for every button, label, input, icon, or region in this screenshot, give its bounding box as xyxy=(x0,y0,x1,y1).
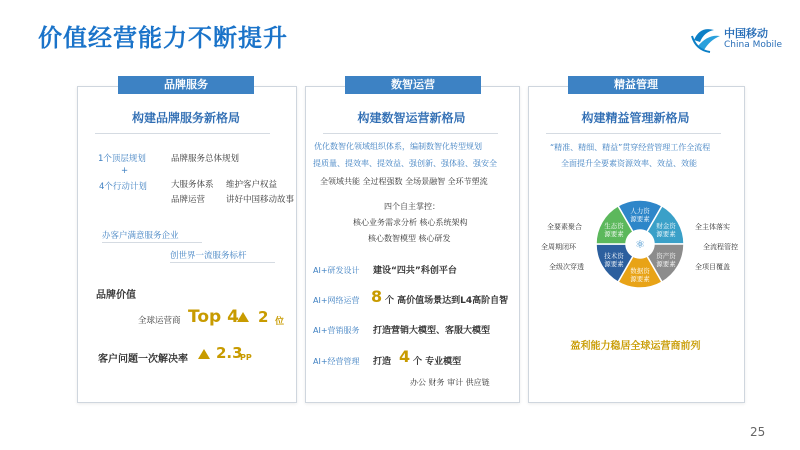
brand-heading: 构建品牌服务新格局 xyxy=(131,111,240,125)
ai-row-text: 打造 xyxy=(373,357,392,367)
wheel-segment-label: 源要素 xyxy=(656,260,676,268)
ai-row-label: AI+营销服务 xyxy=(313,326,360,335)
wheel-segment-label: 人力资 xyxy=(630,207,650,215)
up-arrow-icon xyxy=(237,312,249,322)
lean-footer: 盈利能力稳居全球运营商前列 xyxy=(570,341,701,352)
digital-line1: 优化数智化领域组织体系，编制数智化转型规划 xyxy=(314,142,482,151)
page-title: 价值经营能力不断提升 xyxy=(38,24,288,52)
lean-heading: 构建精益管理新格局 xyxy=(581,111,690,125)
divider xyxy=(323,133,498,134)
tab-brand-service: 品牌服务 xyxy=(118,76,254,94)
digital-line2: 提质量、提效率、提效益、强创新、强体验、强安全 xyxy=(313,159,497,168)
ai-row-number: 4 xyxy=(399,347,411,366)
divider xyxy=(170,262,275,263)
tell-story: 讲好中国移动故事 xyxy=(226,195,295,205)
plan-a: 1个顶层规划 xyxy=(98,154,146,164)
wheel-segment-label: 资产资 xyxy=(656,252,676,260)
divider xyxy=(95,133,270,134)
customer-rights: 维护客户权益 xyxy=(226,180,278,190)
ai-row-number: 8 xyxy=(371,287,383,306)
china-mobile-logo-icon xyxy=(690,24,722,54)
wheel-left-label: 全要素聚合 xyxy=(547,223,582,231)
lean-line1: “精准、精细、精益”贯穿经营管理工作全流程 xyxy=(550,143,711,152)
brand-value-label: 品牌价值 xyxy=(96,290,136,301)
page-number: 25 xyxy=(750,425,766,439)
lean-line2: 全面提升全要素资源效率、效益、效能 xyxy=(561,159,697,168)
overall-plan: 品牌服务总体规划 xyxy=(171,154,240,164)
wheel-segment-label: 源要素 xyxy=(630,275,650,283)
logo-text-cn: 中国移动 xyxy=(724,27,768,40)
ai-row-text: 打造营销大模型、客服大模型 xyxy=(373,326,491,336)
ai-row-label: AI+经营管理 xyxy=(313,357,360,366)
digital-footer: 办公 财务 审计 供应链 xyxy=(410,378,490,387)
resolve-value: 2.3 xyxy=(216,344,243,362)
wheel-segment-label: 财金资 xyxy=(656,222,676,230)
resolve-unit: PP xyxy=(240,353,252,362)
wheel-segment-label: 源要素 xyxy=(604,260,624,268)
wheel-segment-label: 技术资 xyxy=(604,252,624,260)
digital-line4: 四个自主掌控： xyxy=(384,202,440,211)
resource-wheel xyxy=(580,190,700,298)
plan-b: 4个行动计划 xyxy=(99,182,147,192)
digital-line6: 核心数智模型 核心研发 xyxy=(368,234,451,243)
wheel-right-label: 全项目覆盖 xyxy=(695,263,730,271)
brand-operation: 品牌运营 xyxy=(171,195,206,205)
rank-value: Top 4 xyxy=(188,307,239,327)
wheel-segment-label: 数据资 xyxy=(630,267,650,275)
ai-row-label: AI+网络运营 xyxy=(313,296,360,305)
logo-text-en: China Mobile xyxy=(724,40,783,50)
rank-label: 全球运营商 xyxy=(138,316,181,326)
ai-row-text: 个 高价值场景达到L4高阶自智 xyxy=(385,296,509,306)
atom-icon: ⚛ xyxy=(635,238,645,251)
wheel-right-label: 全主体落实 xyxy=(695,223,730,231)
tab-digital-ops: 数智运营 xyxy=(345,76,481,94)
digital-heading: 构建数智运营新格局 xyxy=(357,111,466,125)
goal-benchmark: 创世界一流服务标杆 xyxy=(170,251,247,261)
digital-line5: 核心业务需求分析 核心系统架构 xyxy=(353,218,468,227)
goal-satisfaction: 办客户满意服务企业 xyxy=(102,231,179,241)
divider xyxy=(102,242,202,243)
wheel-segment-label: 生态资 xyxy=(604,222,624,230)
digital-line3: 全领域共能 全过程强数 全场景融智 全环节塑流 xyxy=(320,177,488,186)
ai-row-text: 建设“四共”科创平台 xyxy=(373,266,457,276)
wheel-left-label: 全周期闭环 xyxy=(541,243,576,251)
up-arrow-icon xyxy=(198,349,210,359)
plus-sign: + xyxy=(121,166,129,176)
rank-unit: 位 xyxy=(275,317,285,327)
wheel-left-label: 全级次穿透 xyxy=(549,263,584,271)
ai-row-text: 个 专业模型 xyxy=(413,357,462,367)
wheel-right-label: 全流程管控 xyxy=(703,243,738,251)
wheel-segment-label: 源要素 xyxy=(630,215,650,223)
rank-up: 2 xyxy=(258,308,269,326)
resolve-label: 客户问题一次解决率 xyxy=(98,354,188,365)
divider xyxy=(546,133,721,134)
wheel-segment-label: 源要素 xyxy=(604,230,624,238)
service-system: 大服务体系 xyxy=(171,180,214,190)
wheel-segment-label: 源要素 xyxy=(656,230,676,238)
tab-lean-mgmt: 精益管理 xyxy=(568,76,704,94)
ai-row-label: AI+研发设计 xyxy=(313,266,360,275)
